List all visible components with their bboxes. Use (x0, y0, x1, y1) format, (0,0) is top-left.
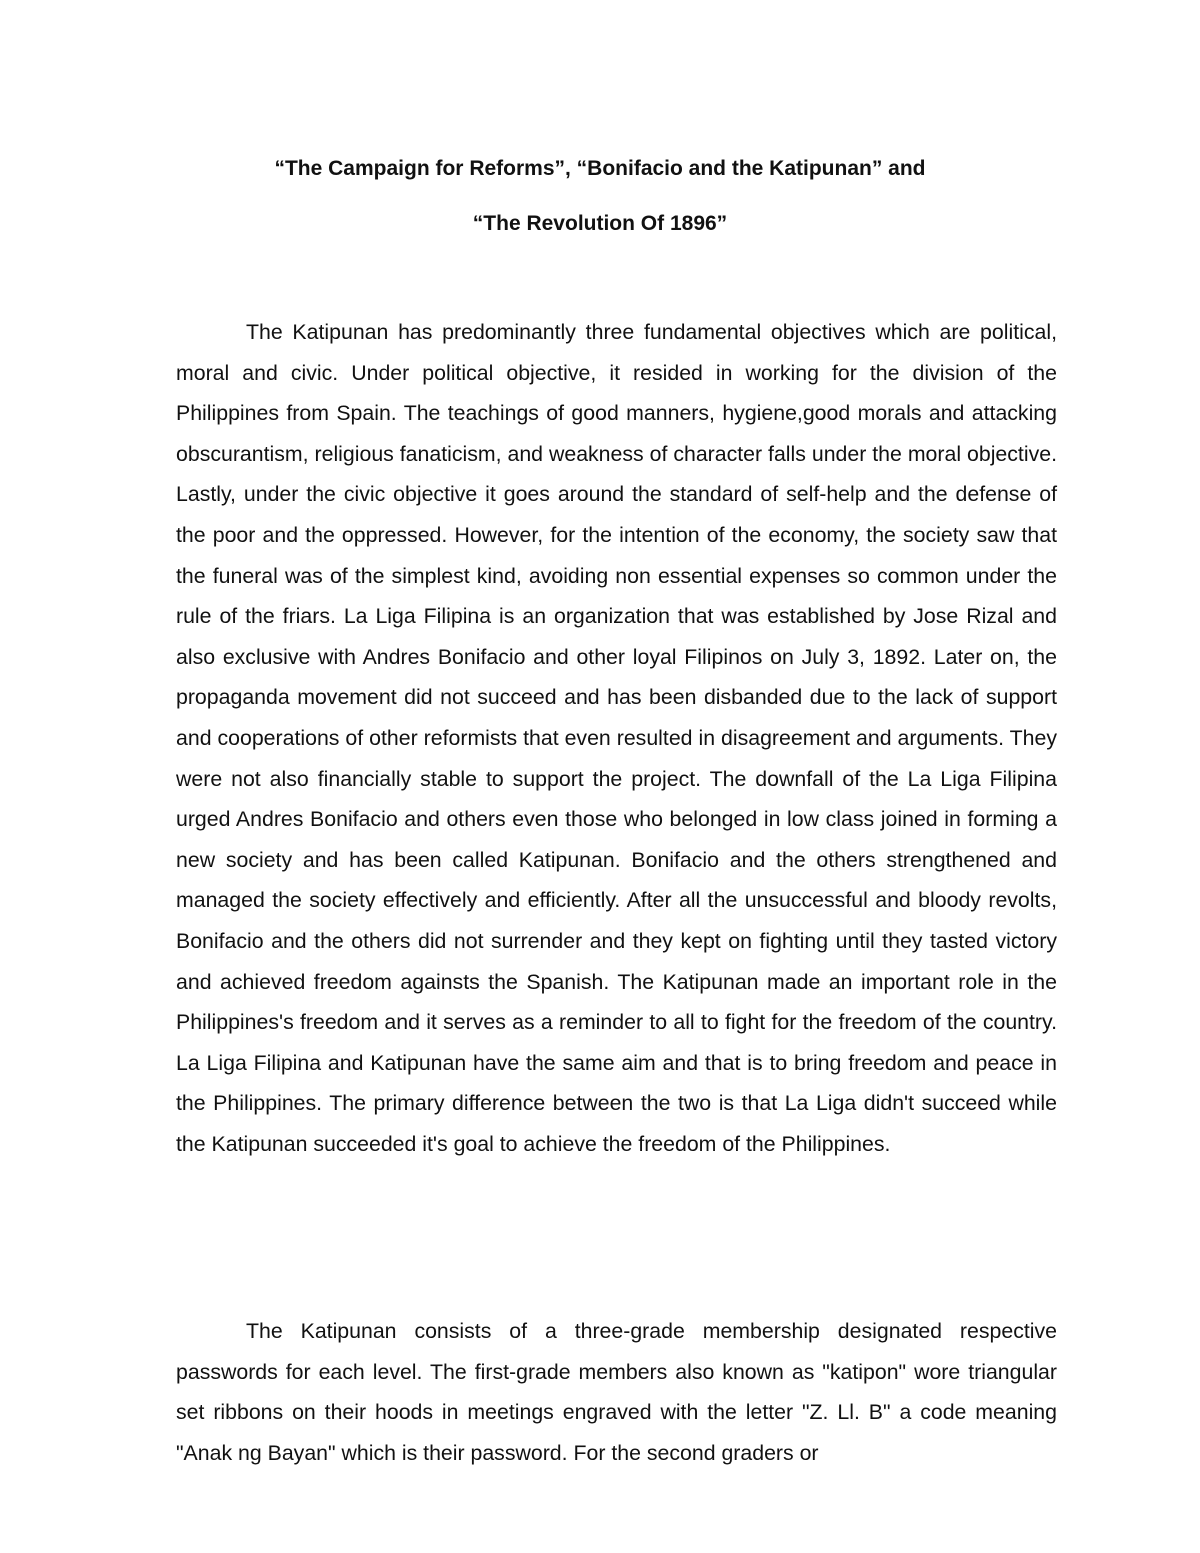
body-paragraph-2: The Katipunan consists of a three-grade membership designated respective passwords for each level. The first-grade members also known as "katipon" wore triangular set ribbons on their hoods in meetings engraved with the letter "Z. Ll. B" a code meaning "Anak ng Bayan" which is their password. For the second graders or (176, 1319, 1057, 1465)
document-title-line-2: “The Revolution Of 1896” (472, 212, 728, 235)
body-paragraph-1: The Katipunan has predominantly three fundamental objectives which are political, moral and civic. Under political objective, it resided in working for the division of the Philippines from Spain. The teachings of good manners, hygiene,good morals and attacking obscurantism, religious fanaticism, and weakness of character falls under the moral objective. Lastly, under the civic objective it goes around the standard of self-help and the defense of the poor and the oppressed. However, for the intention of the economy, the society saw that the funeral was of the simplest kind, avoiding non essential expenses so common under the rule of the friars. La Liga Filipina is an organization that was established by Jose Rizal and also exclusive with Andres Bonifacio and other loyal Filipinos on July 3, 1892. Later on, the propaganda movement did not succeed and has been disbanded due to the lack of support and cooperations of other reformists that even resulted in disagreement and arguments. They were not also financially stable to support the project. The downfall of the La Liga Filipina urged Andres Bonifacio and others even those who belonged in low class joined in forming a new society and has been called Katipunan. Bonifacio and the others strengthened and managed the society effectively and efficiently. After all the unsuccessful and bloody revolts, Bonifacio and the others did not surrender and they kept on fighting until they tasted victory and achieved freedom againsts the Spanish. The Katipunan made an important role in the Philippines's freedom and it serves as a reminder to all to fight for the freedom of the country. La Liga Filipina and Katipunan have the same aim and that is to bring freedom and peace in the Philippines. The primary difference between the two is that La Liga didn't succeed while the Katipunan succeeded it's goal to achieve the freedom of the Philippines. (176, 320, 1057, 1156)
document-title-line-1: “The Campaign for Reforms”, “Bonifacio and the Katipunan” and (274, 157, 926, 180)
